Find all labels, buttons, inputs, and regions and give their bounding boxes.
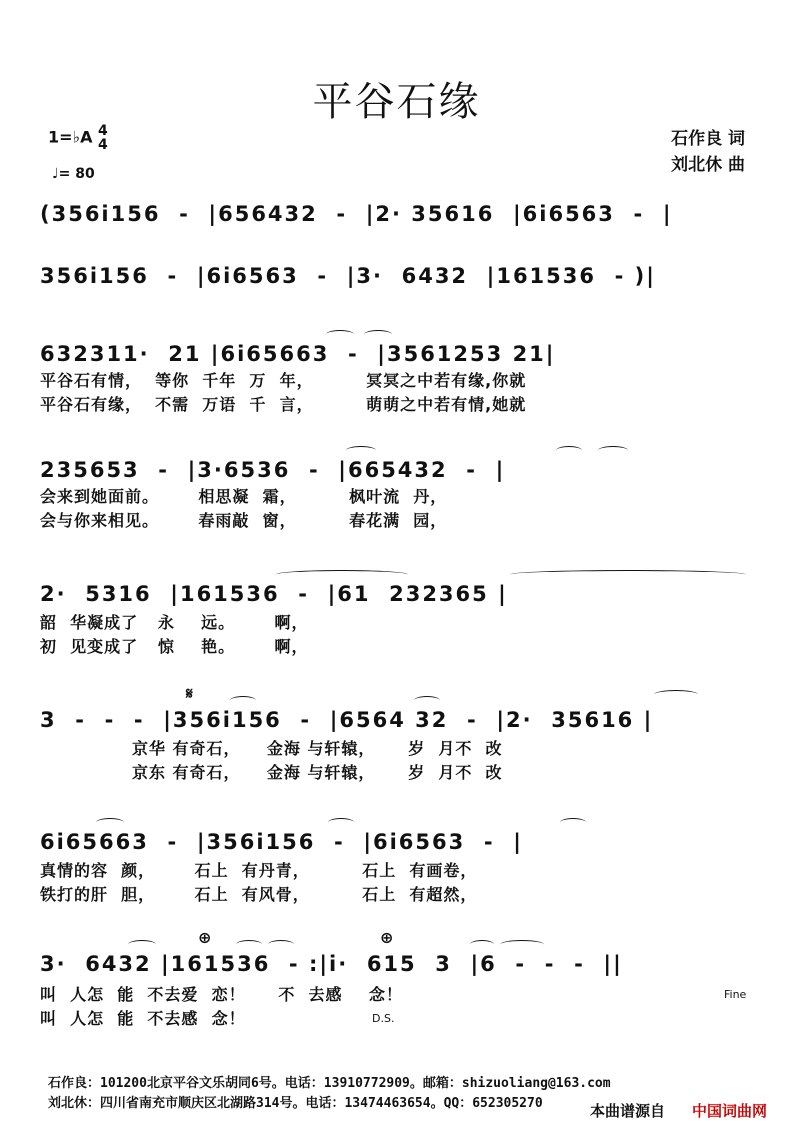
slur-arc bbox=[328, 818, 354, 827]
slur-arc bbox=[346, 446, 376, 455]
notation: 3 - - - |356i156 - |6564 32 - |2· 35616 | bbox=[40, 708, 654, 732]
slur-arc bbox=[470, 940, 494, 949]
composer-credit: 刘北休 曲 bbox=[671, 155, 745, 175]
slur-arc bbox=[364, 330, 392, 339]
lyric-line: 真情的容 颜， 石上 有丹青， 石上 有画卷， bbox=[40, 861, 478, 880]
key-label: 1=♭A bbox=[48, 127, 93, 147]
slur-arc bbox=[598, 446, 628, 455]
segno-icon: 𝄋 bbox=[186, 684, 193, 703]
notation: 632311· 21 |6i65663 - |3561253 21| bbox=[40, 342, 556, 366]
ds-mark: D.S. bbox=[372, 1012, 395, 1025]
lyric-line: 叫 人怎 能 不去爱 恋！ 不 去感 念！ bbox=[40, 985, 403, 1004]
notation: 2· 5316 |161536 - |61 232365 | bbox=[40, 582, 508, 606]
lyric-line: 平谷石有缘， 不需 万语 千 言， 萌萌之中若有情,她就 bbox=[40, 395, 527, 414]
site-logo[interactable]: 中国词曲网 bbox=[692, 1102, 768, 1120]
lyric-line: 会来到她面前。 相思凝 霜， 枫叶流 丹， bbox=[40, 487, 448, 506]
slur-arc bbox=[236, 940, 262, 949]
slur-arc bbox=[128, 940, 156, 949]
notation: 3· 6432 |161536 - :|i· 615 3 |6 - - - || bbox=[40, 952, 623, 976]
notation: (356i156 - |656432 - |2· 35616 |6i6563 - | bbox=[40, 202, 673, 226]
lyricist-credit: 石作良 词 bbox=[671, 129, 745, 149]
source-label: 本曲谱源自 bbox=[586, 1100, 669, 1121]
score-line-2 bbox=[40, 262, 756, 302]
lyric-line: 京东 有奇石， 金海 与轩辕， 岁 月不 改 bbox=[40, 763, 503, 782]
lyric-line: 韶 华凝成了 永 远。 啊， bbox=[40, 613, 309, 632]
lyric-line: 平谷石有情， 等你 千年 万 年， 冥冥之中若有缘,你就 bbox=[40, 371, 527, 390]
slur-arc bbox=[560, 818, 586, 827]
lyric-line: 会与你来相见。 春雨敲 窗， 春花满 园， bbox=[40, 511, 448, 530]
slur-arc bbox=[268, 940, 294, 949]
slur-arc bbox=[230, 696, 256, 705]
slur-arc bbox=[96, 818, 124, 827]
coda-icon: ⊕ bbox=[380, 928, 394, 947]
page-title: 平谷石缘 bbox=[312, 79, 481, 125]
tempo-mark: ♩= 80 bbox=[52, 166, 95, 182]
score-line-1 bbox=[40, 200, 756, 240]
slur-arc bbox=[326, 330, 354, 339]
fine-mark: Fine bbox=[724, 988, 747, 1001]
footer-contact-composer: 刘北休：四川省南充市顺庆区北湖路314号。电话：13474463654。QQ：652305270 bbox=[48, 1096, 543, 1111]
lyric-line: 初 见变成了 惊 艳。 啊， bbox=[40, 637, 309, 656]
slur-arc bbox=[556, 446, 582, 455]
lyric-line: 铁打的肝 胆， 石上 有风骨， 石上 有超然， bbox=[40, 885, 478, 904]
notation: 6i65663 - |356i156 - |6i6563 - | bbox=[40, 830, 523, 854]
slur-arc bbox=[510, 570, 746, 579]
slur-arc bbox=[276, 570, 408, 579]
key-signature bbox=[48, 124, 108, 152]
footer-contact-lyricist: 石作良：101200北京平谷文乐胡同6号。电话：13910772909。邮箱：shizuoliang@163.com bbox=[48, 1076, 611, 1091]
lyric-line: 京华 有奇石， 金海 与轩辕， 岁 月不 改 bbox=[40, 739, 503, 758]
time-top: 4 bbox=[98, 123, 108, 139]
slur-arc bbox=[500, 940, 544, 949]
time-bottom: 4 bbox=[98, 137, 108, 153]
slur-arc bbox=[654, 690, 698, 699]
notation: 356i156 - |6i6563 - |3· 6432 |161536 - )| bbox=[40, 264, 656, 288]
slur-arc bbox=[414, 696, 440, 705]
time-signature bbox=[98, 124, 108, 152]
lyric-line: 叫 人怎 能 不去感 念！ bbox=[40, 1009, 246, 1028]
coda-icon: ⊕ bbox=[198, 928, 212, 947]
notation: 235653 - |3·6536 - |665432 - | bbox=[40, 458, 506, 482]
